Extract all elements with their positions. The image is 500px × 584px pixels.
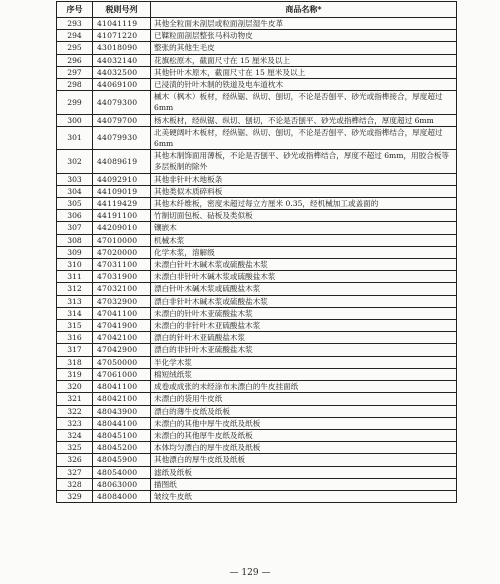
- table-row: [57, 344, 457, 356]
- table-row: [57, 222, 457, 234]
- row-seq: 329: [57, 490, 93, 502]
- row-code: 48054000: [93, 466, 151, 478]
- row-name: 已鞣粒面剖层整张马科动物皮: [151, 30, 457, 42]
- row-code: 44079930: [93, 126, 151, 149]
- row-code: 44069100: [93, 79, 151, 91]
- table-row: [57, 42, 457, 54]
- row-name: 槭木（枫木）板材，经纵锯、纵切、刨切，不论是否刨平、砂光或指榫接合，厚度超过 6mm: [151, 91, 457, 114]
- row-seq: 304: [57, 185, 93, 197]
- row-code: 41071220: [93, 30, 151, 42]
- row-seq: 324: [57, 429, 93, 441]
- row-name: 成卷或成张的未经涂布未漂白的牛皮挂面纸: [151, 381, 457, 393]
- table-row: [57, 405, 457, 417]
- row-seq: 316: [57, 332, 93, 344]
- row-name: 未漂白针叶木碱木浆或硫酸盐木浆: [151, 259, 457, 271]
- row-code: 47041100: [93, 307, 151, 319]
- row-code: 44079300: [93, 91, 151, 114]
- row-name: 其他全粒面未剖层或粒面剖层湿牛皮革: [151, 18, 457, 30]
- row-seq: 305: [57, 198, 93, 210]
- row-name: 漂白非针叶木碱木浆或硫酸盐木浆: [151, 295, 457, 307]
- table-row: [57, 126, 457, 149]
- row-name: 未漂白的袋用牛皮纸: [151, 393, 457, 405]
- table-row: [57, 198, 457, 210]
- row-name: 未漂白的非针叶木亚硫酸盐木浆: [151, 320, 457, 332]
- row-name: 其他非针叶木地板条: [151, 173, 457, 185]
- row-name: 漂白的薄牛皮纸及纸板: [151, 405, 457, 417]
- row-code: 47031900: [93, 271, 151, 283]
- row-name: 未漂白的其他中厚牛皮纸及纸板: [151, 417, 457, 429]
- row-seq: 311: [57, 271, 93, 283]
- table-row: [57, 18, 457, 30]
- table-row: [57, 185, 457, 197]
- row-seq: 318: [57, 356, 93, 368]
- row-seq: 309: [57, 246, 93, 258]
- row-code: 48044100: [93, 417, 151, 429]
- row-name: 未漂白的针叶木亚硫酸盐木浆: [151, 307, 457, 319]
- row-code: 47042900: [93, 344, 151, 356]
- row-code: 48084000: [93, 490, 151, 502]
- row-seq: 319: [57, 368, 93, 380]
- row-seq: 322: [57, 405, 93, 417]
- row-code: 44092910: [93, 173, 151, 185]
- row-seq: 297: [57, 66, 93, 78]
- table-row: [57, 466, 457, 478]
- row-name: 滤纸及纸板: [151, 466, 457, 478]
- table-row: [57, 259, 457, 271]
- table-row: [57, 150, 457, 173]
- row-code: 44191100: [93, 210, 151, 222]
- row-code: 47031100: [93, 259, 151, 271]
- row-name: 竹制切面包板、砧板及类似板: [151, 210, 457, 222]
- table-row: [57, 66, 457, 78]
- table-row: [57, 91, 457, 114]
- table-row: [57, 332, 457, 344]
- row-seq: 296: [57, 54, 93, 66]
- row-seq: 303: [57, 173, 93, 185]
- row-seq: 294: [57, 30, 93, 42]
- row-seq: 327: [57, 466, 93, 478]
- table-row: [57, 356, 457, 368]
- row-code: 44209010: [93, 222, 151, 234]
- row-code: 48063000: [93, 478, 151, 490]
- row-code: 47032100: [93, 283, 151, 295]
- row-code: 47061000: [93, 368, 151, 380]
- table-body: [57, 18, 457, 503]
- table-row: [57, 429, 457, 441]
- row-name: 其他针叶木原木，截面尺寸在 15 厘米及以上: [151, 66, 457, 78]
- row-seq: 326: [57, 454, 93, 466]
- row-seq: 308: [57, 234, 93, 246]
- row-name: 漂白的针叶木亚硫酸盐木浆: [151, 332, 457, 344]
- table-row: [57, 271, 457, 283]
- row-code: 47010000: [93, 234, 151, 246]
- header-seq: 序号: [57, 2, 93, 18]
- row-code: 48045900: [93, 454, 151, 466]
- row-name: 本体均匀漂白的厚牛皮纸及纸板: [151, 442, 457, 454]
- row-code: 44109019: [93, 185, 151, 197]
- row-seq: 328: [57, 478, 93, 490]
- header-code: 税则号列: [93, 2, 151, 18]
- row-code: 47020000: [93, 246, 151, 258]
- row-seq: 312: [57, 283, 93, 295]
- row-seq: 310: [57, 259, 93, 271]
- table-row: [57, 454, 457, 466]
- row-name: 整张的其他生毛皮: [151, 42, 457, 54]
- row-code: 47032900: [93, 295, 151, 307]
- row-seq: 306: [57, 210, 93, 222]
- row-seq: 323: [57, 417, 93, 429]
- row-code: 48041100: [93, 381, 151, 393]
- row-code: 44119429: [93, 198, 151, 210]
- row-name: 花旗松原木，截面尺寸在 15 厘米及以上: [151, 54, 457, 66]
- row-name: 其他漂白的厚牛皮纸及纸板: [151, 454, 457, 466]
- row-seq: 300: [57, 114, 93, 126]
- table-row: [57, 490, 457, 502]
- row-seq: 313: [57, 295, 93, 307]
- row-code: 48045100: [93, 429, 151, 441]
- row-name: 皱纹牛皮纸: [151, 490, 457, 502]
- row-name: 已浸渍的针叶木制的铁道及电车道枕木: [151, 79, 457, 91]
- row-name: 其他木制饰面用薄板，不论是否刨平、砂光或指榫结合，厚度不超过 6mm，用胶合板等多层板制的除外: [151, 150, 457, 173]
- row-name: 未漂白的其他厚牛皮纸及纸板: [151, 429, 457, 441]
- row-code: 47042100: [93, 332, 151, 344]
- row-code: 47041900: [93, 320, 151, 332]
- table-row: [57, 417, 457, 429]
- row-name: 机械木浆: [151, 234, 457, 246]
- table-row: [57, 234, 457, 246]
- row-seq: 299: [57, 91, 93, 114]
- table-row: [57, 173, 457, 185]
- table-row: [57, 478, 457, 490]
- table-row: [57, 320, 457, 332]
- row-seq: 302: [57, 150, 93, 173]
- row-code: 44032500: [93, 66, 151, 78]
- table-row: [57, 381, 457, 393]
- row-name: 漂白的非针叶木亚硫酸盐木浆: [151, 344, 457, 356]
- table-row: [57, 393, 457, 405]
- row-name: 化学木浆，溶解级: [151, 246, 457, 258]
- row-name: 其他木纤维板，密度未超过每立方厘米 0.35，经机械加工或盖面的: [151, 198, 457, 210]
- row-code: 48045200: [93, 442, 151, 454]
- table-row: [57, 368, 457, 380]
- table-row: [57, 210, 457, 222]
- row-seq: 317: [57, 344, 93, 356]
- row-name: 未漂白非针叶木碱木浆或硫酸盐木浆: [151, 271, 457, 283]
- row-seq: 314: [57, 307, 93, 319]
- row-seq: 307: [57, 222, 93, 234]
- row-seq: 298: [57, 79, 93, 91]
- table-header-row: [57, 2, 457, 18]
- row-name: 漂白针叶木碱木浆或硫酸盐木浆: [151, 283, 457, 295]
- table-row: [57, 307, 457, 319]
- row-name: 描图纸: [151, 478, 457, 490]
- row-code: 44089619: [93, 150, 151, 173]
- row-seq: 301: [57, 126, 93, 149]
- row-seq: 320: [57, 381, 93, 393]
- table-row: [57, 295, 457, 307]
- table-row: [57, 54, 457, 66]
- row-code: 44032140: [93, 54, 151, 66]
- table-row: [57, 114, 457, 126]
- row-code: 47050000: [93, 356, 151, 368]
- row-name: 北美硬阔叶木板材，经纵锯、纵切、刨切，不论是否刨平、砂光或指榫结合，厚度超过 6mm: [151, 126, 457, 149]
- row-seq: 325: [57, 442, 93, 454]
- row-code: 43018090: [93, 42, 151, 54]
- table-row: [57, 79, 457, 91]
- table-row: [57, 246, 457, 258]
- row-code: 48043900: [93, 405, 151, 417]
- row-name: 棉短绒纸浆: [151, 368, 457, 380]
- row-seq: 295: [57, 42, 93, 54]
- row-code: 48042100: [93, 393, 151, 405]
- row-name: 半化学木浆: [151, 356, 457, 368]
- table-row: [57, 442, 457, 454]
- row-seq: 321: [57, 393, 93, 405]
- page-number: — 129 —: [229, 568, 271, 578]
- row-code: 41041119: [93, 18, 151, 30]
- row-name: 其他类似木质碎料板: [151, 185, 457, 197]
- table-row: [57, 283, 457, 295]
- row-seq: 293: [57, 18, 93, 30]
- header-name: 商品名称*: [151, 2, 457, 18]
- row-code: 44079700: [93, 114, 151, 126]
- row-name: 镶嵌木: [151, 222, 457, 234]
- row-seq: 315: [57, 320, 93, 332]
- table-row: [57, 30, 457, 42]
- row-name: 杨木板材，经纵锯、纵切、刨切，不论是否刨平、砂光或指榫结合，厚度超过 6mm: [151, 114, 457, 126]
- tariff-table: [56, 1, 457, 503]
